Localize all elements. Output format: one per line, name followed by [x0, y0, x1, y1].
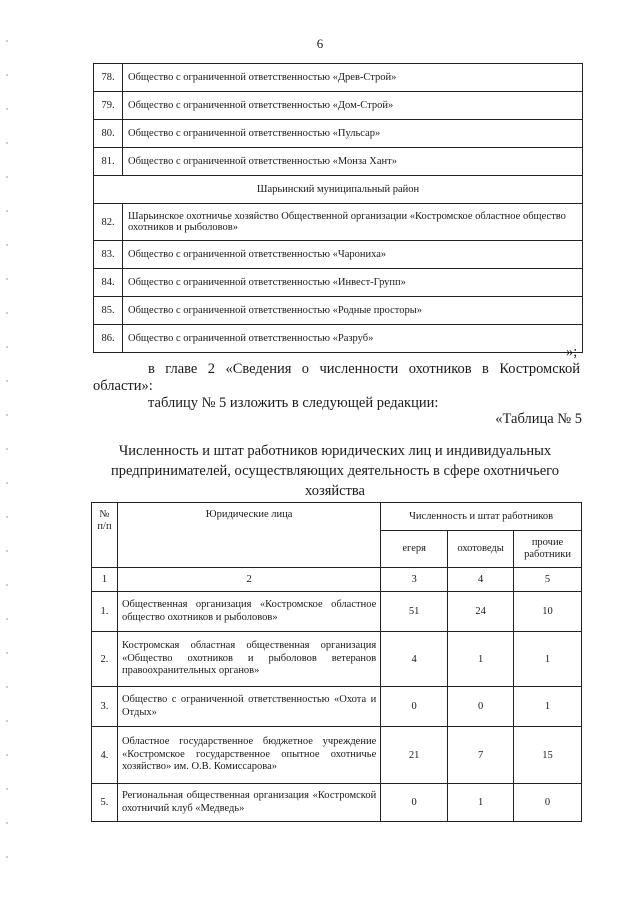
hunting-specialists-count: 24: [448, 592, 514, 632]
other-workers-count: 1: [514, 632, 582, 687]
entity-name: Общественная организация «Костромское областное общество охотников и рыболовов»: [117, 592, 380, 632]
table-row: 85. Общество с ограниченной ответственностью «Родные просторы»: [94, 297, 583, 325]
chapter-amendment-line1: в главе 2 «Сведения о численности охотников в Костромской: [148, 361, 580, 377]
page-number: 6: [316, 36, 324, 51]
table-row: 80. Общество с ограниченной ответственностью «Пульсар»: [94, 120, 583, 148]
table-row: 84. Общество с ограниченной ответственностью «Инвест-Групп»: [94, 269, 583, 297]
hunting-specialists-count: 7: [448, 727, 514, 784]
header-num: № п/п: [92, 503, 118, 568]
header-entities: Юридические лица: [117, 503, 380, 568]
header-staff: Численность и штат работников: [381, 503, 582, 531]
table-row: 3. Общество с ограниченной ответственностью «Охота и Отдых» 0 0 1: [92, 687, 582, 727]
organization-name: Общество с ограниченной ответственностью «Чарониха»: [123, 241, 583, 269]
table-row: 82. Шарьинское охотничье хозяйство Общественной организации «Костромское областное общество охотников и рыболовов»: [94, 204, 583, 241]
header-row: [92, 503, 582, 531]
organization-name: Общество с ограниченной ответственностью «Инвест-Групп»: [123, 269, 583, 297]
header-other-workers: прочие работники: [514, 531, 582, 568]
closing-quote: »;: [566, 344, 578, 360]
entity-name: Костромская областная общественная организация «Общество охотников и рыболовов ветеранов правоохранительных органов»: [117, 632, 380, 687]
rangers-count: 0: [381, 687, 448, 727]
table-row: 1. Общественная организация «Костромское областное общество охотников и рыболовов» 51 24 10: [92, 592, 582, 632]
table-row: 81. Общество с ограниченной ответственностью «Монза Хант»: [94, 148, 583, 176]
organizations-table-continued: [93, 63, 583, 353]
header-hunting-specialists: охотоведы: [448, 531, 514, 568]
table-row: 83. Общество с ограниченной ответственностью «Чарониха»: [94, 241, 583, 269]
table-row: 79. Общество с ограниченной ответственностью «Дом-Строй»: [94, 92, 583, 120]
hunting-specialists-count: 0: [448, 687, 514, 727]
section-row: [94, 176, 583, 204]
organization-name: Шарьинское охотничье хозяйство Общественной организации «Костромское областное общество охотников и рыболовов»: [123, 204, 583, 241]
scan-margin-marks: [6, 40, 8, 880]
hunting-specialists-count: 1: [448, 632, 514, 687]
rangers-count: 21: [381, 727, 448, 784]
entity-name: Региональная общественная организация «Костромской охотничий клуб «Медведь»: [117, 784, 380, 822]
entity-name: Областное государственное бюджетное учреждение «Костромское государственное опытное охотничье хозяйство» им. О.В. Комиссарова»: [117, 727, 380, 784]
staff-table: [91, 502, 582, 822]
other-workers-count: 0: [514, 784, 582, 822]
other-workers-count: 1: [514, 687, 582, 727]
chapter-amendment-line2: области»:: [93, 378, 153, 394]
organization-name: Общество с ограниченной ответственностью «Пульсар»: [123, 120, 583, 148]
table-row: 86. Общество с ограниченной ответственностью «Разруб»: [94, 325, 583, 353]
district-section-title: Шарьинский муниципальный район: [94, 176, 583, 204]
column-numbers-row: 1 2 3 4 5: [92, 568, 582, 592]
rangers-count: 4: [381, 632, 448, 687]
header-rangers: егеря: [381, 531, 448, 568]
table-row: 2. Костромская областная общественная организация «Общество охотников и рыболовов ветеранов правоохранительных органов» 4 1 1: [92, 632, 582, 687]
table-row: 4. Областное государственное бюджетное учреждение «Костромское государственное опытное охотничье хозяйство» им. О.В. Комиссарова» 21 7 15: [92, 727, 582, 784]
rangers-count: 0: [381, 784, 448, 822]
other-workers-count: 15: [514, 727, 582, 784]
rangers-count: 51: [381, 592, 448, 632]
entity-name: Общество с ограниченной ответственностью «Охота и Отдых»: [117, 687, 380, 727]
organization-name: Общество с ограниченной ответственностью «Родные просторы»: [123, 297, 583, 325]
table-title: Численность и штат работников юридических лиц и индивидуальных предпринимателей, осуществляющих деятельность в сфере охотничьего хозяйства: [111, 443, 559, 499]
table-row: 78. Общество с ограниченной ответственностью «Древ-Строй»: [94, 64, 583, 92]
organization-name: Общество с ограниченной ответственностью «Монза Хант»: [123, 148, 583, 176]
table-label: «Таблица № 5: [495, 411, 582, 427]
table-row: 5. Региональная общественная организация «Костромской охотничий клуб «Медведь» 0 1 0: [92, 784, 582, 822]
table-amendment-line: таблицу № 5 изложить в следующей редакции:: [148, 395, 439, 411]
hunting-specialists-count: 1: [448, 784, 514, 822]
other-workers-count: 10: [514, 592, 582, 632]
organization-name: Общество с ограниченной ответственностью «Древ-Строй»: [123, 64, 583, 92]
organization-name: Общество с ограниченной ответственностью «Дом-Строй»: [123, 92, 583, 120]
organization-name: Общество с ограниченной ответственностью «Разруб»: [123, 325, 583, 353]
